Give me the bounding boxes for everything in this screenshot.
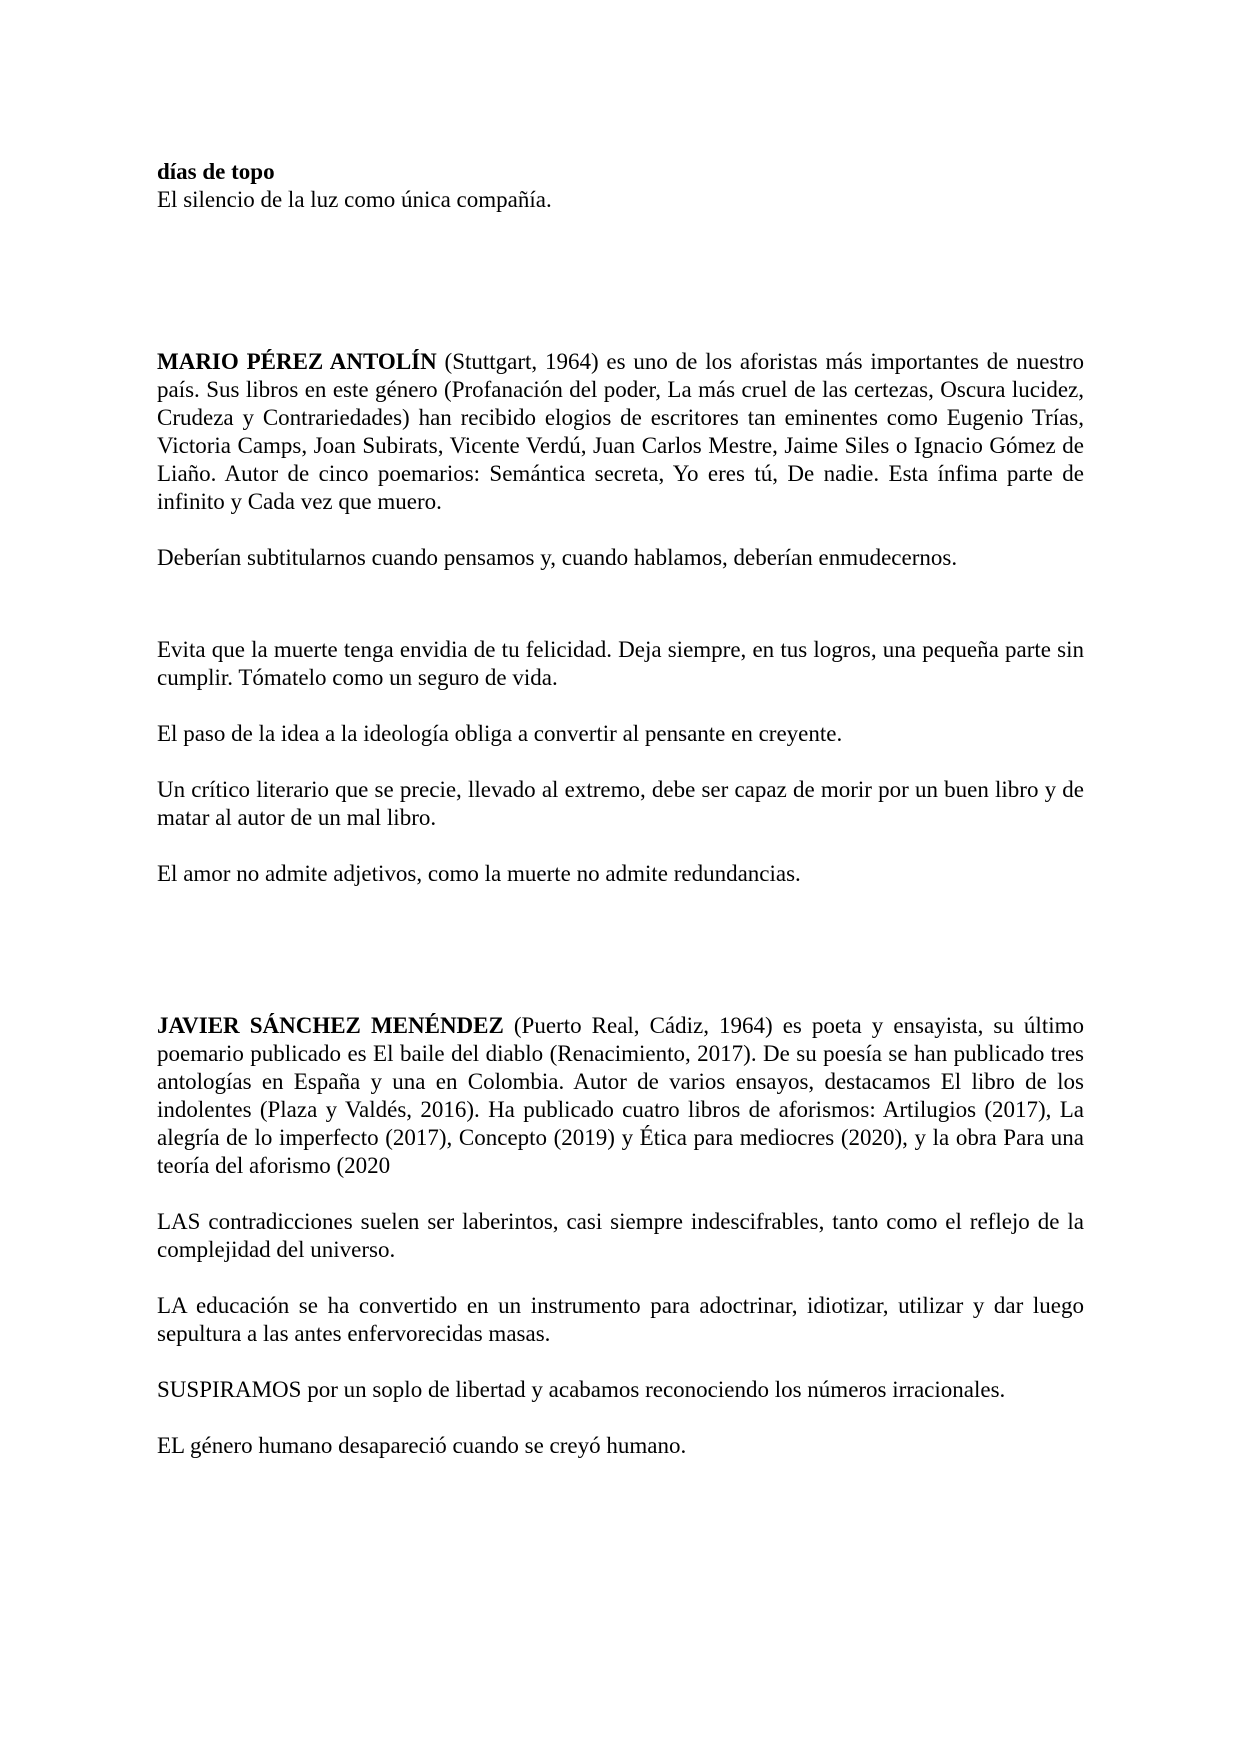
author-bio-text-javier: (Puerto Real, Cádiz, 1964) es poeta y ensayista, su último poemario publicado es El baile del diablo (Renacimiento, 2017). De su poesía se han publicado tres antologías en España y una en Colombia. Autor de varios ensayos, destacamos El libro de los indolentes (Plaza y Valdés, 2016). Ha publicado cuatro libros de aforismos: Artilugios (2017), La alegría de lo imperfecto (2017), Concepto (2019) y Ética para mediocres (2020), y la obra Para una teoría del aforismo (2020 [157,1013,1084,1178]
aphorism: El amor no admite adjetivos, como la muerte no admite redundancias. [157,861,801,886]
poem-title: días de topo [157,159,275,184]
aphorism: El paso de la idea a la ideología obliga a convertir al pensante en creyente. [157,721,843,746]
author-bio-text-mario: (Stuttgart, 1964) es uno de los aforistas más importantes de nuestro país. Sus libros en este género (Profanación del poder, La más cruel de las certezas, Oscura lucidez, Crudeza y Contrariedades) han recibido elogios de escritores tan eminentes como Eugenio Trías, Victoria Camps, Joan Subirats, Vicente Verdú, Juan Carlos Mestre, Jaime Siles o Ignacio Gómez de Liaño. Autor de cinco poemarios: Semántica secreta, Yo eres tú, De nadie. Esta ínfima parte de infinito y Cada vez que muero. [157,349,1085,514]
aphorism: SUSPIRAMOS por un soplo de libertad y acabamos reconociendo los números irracionales. [157,1377,1006,1402]
aphorism: EL género humano desapareció cuando se creyó humano. [157,1433,687,1458]
aphorism: LA educación se ha convertido en un instrumento para adoctrinar, idiotizar, utilizar y dar luego sepultura a las antes enfervorecidas masas. [157,1293,1084,1346]
author-bio-javier [157,1012,1084,1180]
aphorism: LAS contradicciones suelen ser laberintos, casi siempre indescifrables, tanto como el reflejo de la complejidad del universo. [157,1209,1084,1262]
aphorism: Un crítico literario que se precie, llevado al extremo, debe ser capaz de morir por un buen libro y de matar al autor de un mal libro. [157,777,1084,830]
aphorism: Evita que la muerte tenga envidia de tu felicidad. Deja siempre, en tus logros, una pequeña parte sin cumplir. Tómatelo como un seguro de vida. [157,637,1084,690]
author-name-javier: JAVIER SÁNCHEZ MENÉNDEZ [157,1013,504,1038]
aphorism: Deberían subtitularnos cuando pensamos y, cuando hablamos, deberían enmudecernos. [157,545,958,570]
author-bio-mario [157,348,1084,516]
poem-subtitle: El silencio de la luz como única compañía. [157,187,552,212]
author-name-mario: MARIO PÉREZ ANTOLÍN [157,349,437,374]
